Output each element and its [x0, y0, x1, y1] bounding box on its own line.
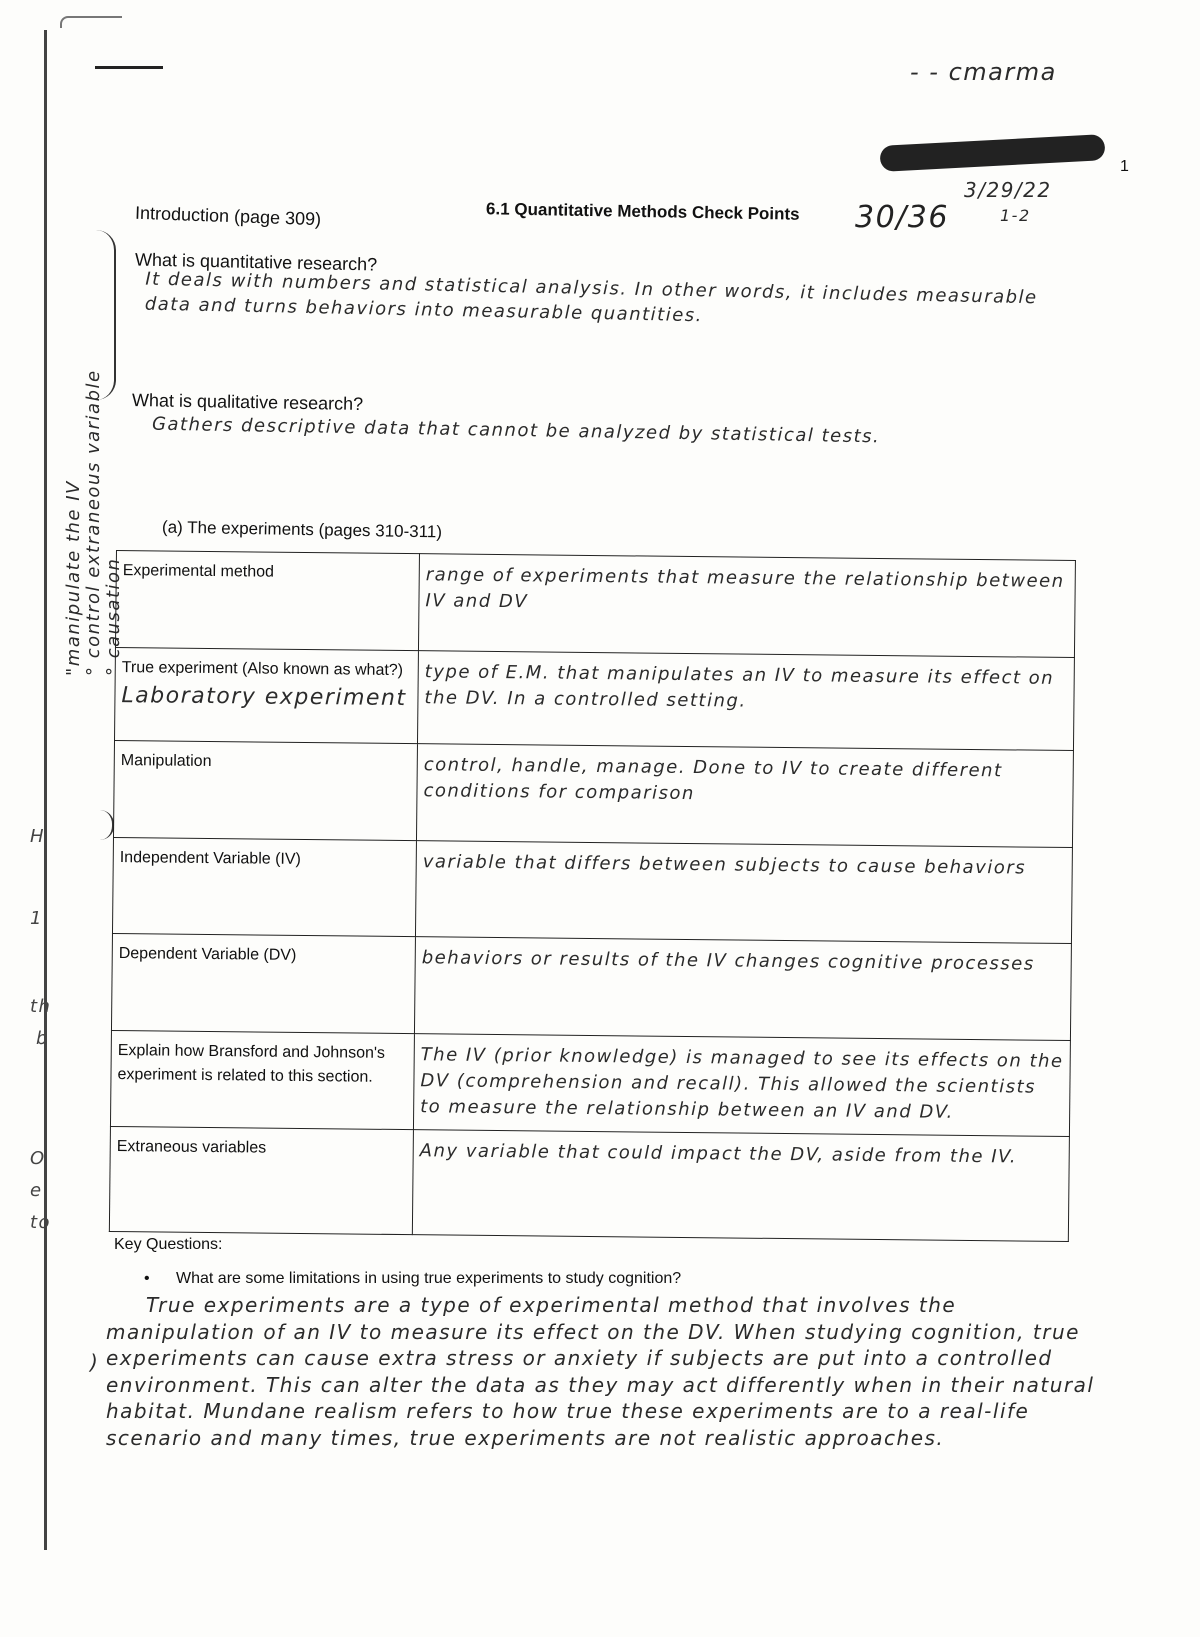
term-cell	[115, 647, 419, 743]
definition-cell: range of experiments that measure the relationship between IV and DV	[418, 554, 1075, 658]
table-row	[109, 1127, 1069, 1242]
term-cell: Explain how Bransford and Johnson's experiment is related to this section.	[110, 1031, 414, 1130]
bullet-icon: •	[144, 1270, 150, 1287]
definition-cell: control, handle, manage. Done to IV to create different conditions for comparison	[416, 743, 1073, 847]
definition-cell: Any variable that could impact the DV, aside from the IV.	[412, 1130, 1069, 1242]
margin-fragment: H	[30, 826, 46, 847]
margin-paren: )	[90, 1350, 100, 1374]
term-cell: Extraneous variables	[109, 1127, 413, 1235]
table-row	[115, 647, 1075, 750]
definition-cell: type of E.M. that manipulates an IV to measure its effect on the DV. In a controlled setting.	[417, 651, 1074, 751]
intro-heading: Introduction (page 309)	[134, 202, 322, 230]
page-left-edge-line	[44, 30, 47, 1550]
table-row	[111, 934, 1071, 1041]
section-a-heading: (a) The experiments (pages 310-311)	[161, 517, 443, 542]
margin-fragment: to	[30, 1212, 52, 1233]
top-left-dash	[95, 66, 163, 69]
question-qualitative: What is qualitative research?	[131, 389, 364, 415]
answer-quantitative: It deals with numbers and statistical analysis. In other words, it includes measurable data and turns behaviors into measurable quantities.	[144, 268, 1038, 327]
term-cell: Dependent Variable (DV)	[111, 934, 415, 1034]
table-row	[113, 740, 1073, 847]
key-question-limitations: What are some limitations in using true experiments to study cognition?	[176, 1270, 682, 1287]
key-questions-heading: Key Questions:	[114, 1236, 223, 1253]
margin-note-line: ° control extraneous variable	[83, 369, 104, 676]
term-cell: Independent Variable (IV)	[112, 837, 416, 937]
redaction-mark	[879, 134, 1105, 172]
experiments-table	[109, 550, 1076, 1242]
margin-fragment: 1	[30, 908, 43, 929]
answer-qualitative: Gathers descriptive data that cannot be analyzed by statistical tests.	[151, 413, 881, 448]
definition-cell: The IV (prior knowledge) is managed to see its effects on the DV (comprehension and recall). This allowed the scientists to measure the relationship between an IV and DV.	[413, 1034, 1070, 1137]
margin-bracket-small	[98, 810, 114, 840]
term-label: True experiment (Also known as what?)	[121, 658, 404, 679]
margin-fragment: b	[36, 1028, 49, 1049]
definition-cell: variable that differs between subjects to cause behaviors	[415, 840, 1072, 944]
margin-fragment: O	[30, 1148, 46, 1169]
table-row	[110, 1031, 1070, 1137]
corner-scan-mark	[60, 16, 122, 28]
key-answer-limitations: True experiments are a type of experimental method that involves the manipulation of an IV to measure its effect on the DV. When studying cognition, true experiments can cause extra stress or anxiety if subjects are put into a controlled environment. This can alter the data as they may act differently when in their natural habitat. Mundane realism refers to how true these experiments are to a real-life scenario and many times, true experiments are not realistic approaches.	[106, 1293, 1095, 1450]
table-row	[115, 551, 1075, 658]
student-name: - - cmarma	[910, 58, 1057, 86]
definition-cell: behaviors or results of the IV changes cognitive processes	[414, 937, 1071, 1041]
margin-fragment: e	[30, 1180, 43, 1201]
page-number: 1	[1120, 158, 1129, 175]
table-row	[112, 837, 1072, 944]
question-quantitative: What is quantitative research?	[134, 249, 378, 275]
margin-note-line: "manipulate the IV	[63, 480, 84, 676]
term-cell: Manipulation	[113, 740, 417, 840]
margin-note-line: ° causation	[103, 557, 124, 676]
page-title: 6.1 Quantitative Methods Check Points	[485, 199, 800, 224]
class-period: 1-2	[1000, 206, 1031, 225]
term-answer: Laboratory experiment	[121, 682, 407, 711]
score: 30/36	[855, 200, 949, 235]
margin-fragment: th	[30, 996, 52, 1017]
date: 3/29/22	[964, 178, 1052, 202]
term-cell: Experimental method	[115, 551, 419, 651]
